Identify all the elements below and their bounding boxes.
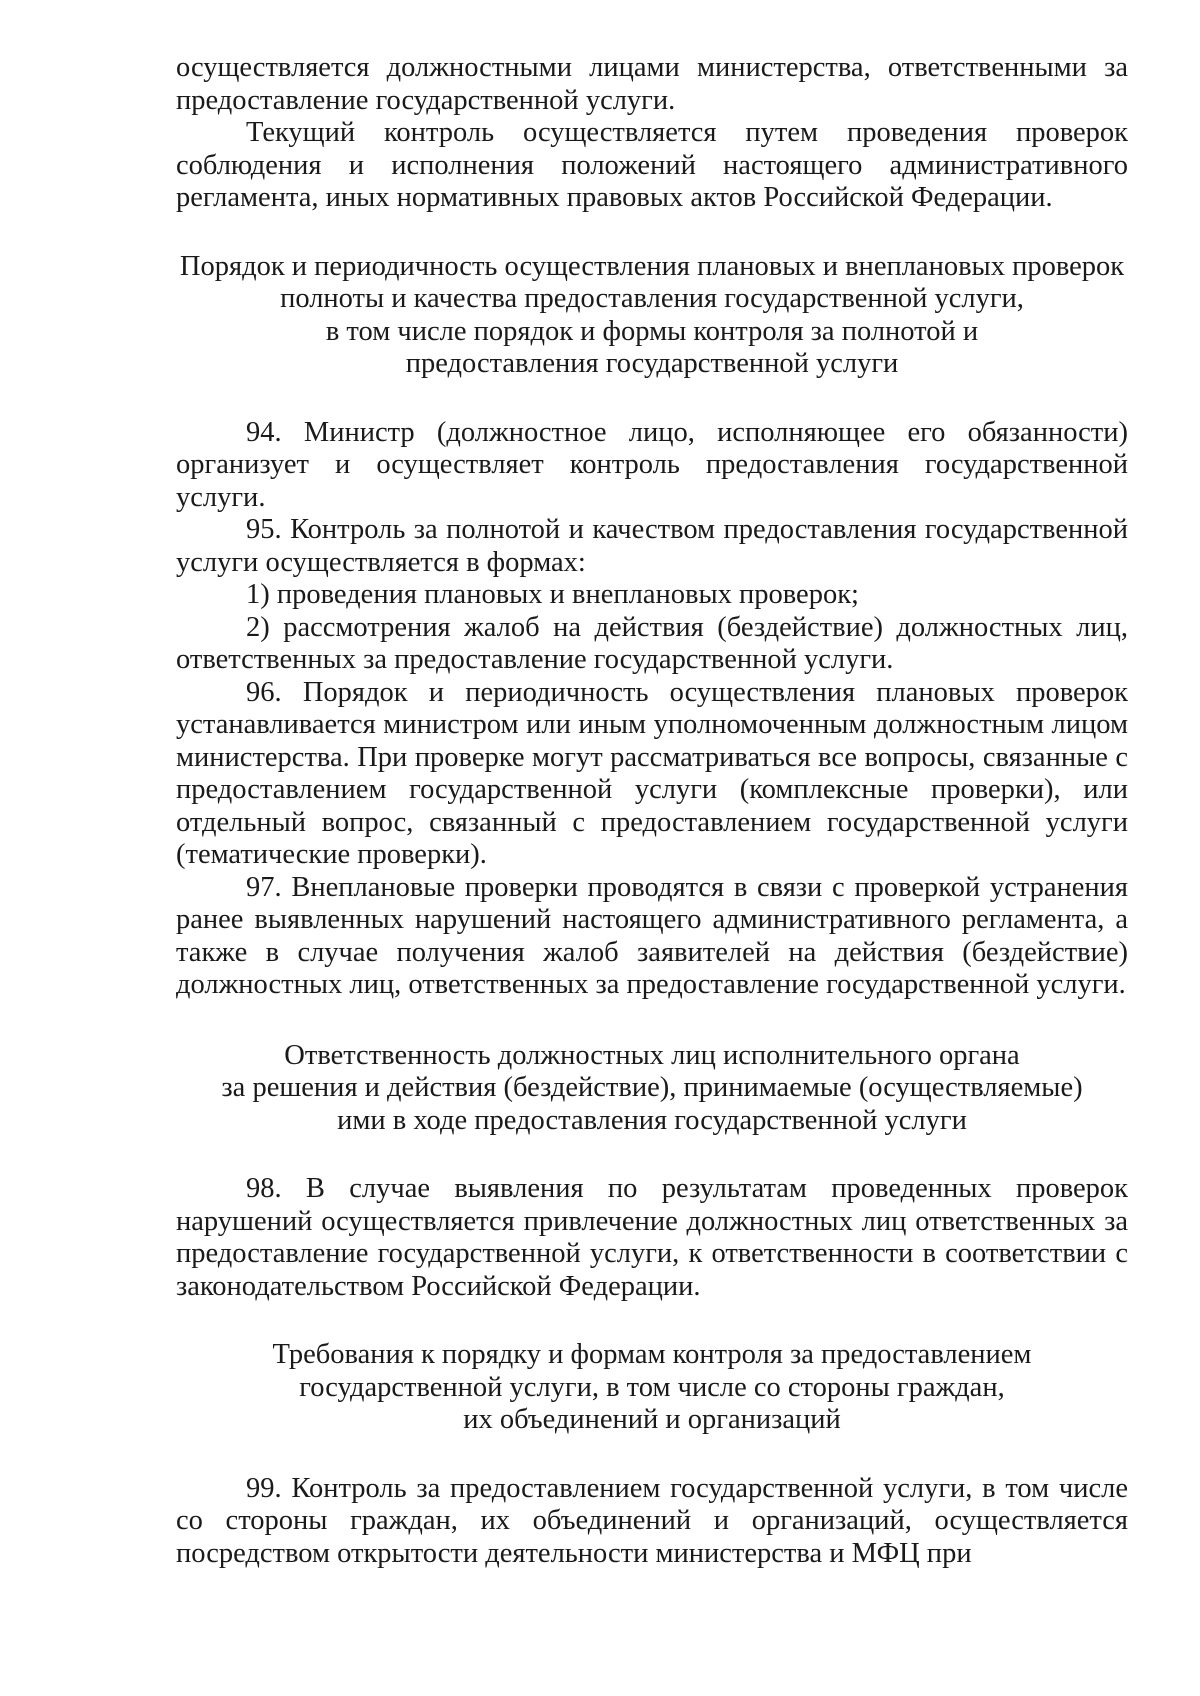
heading-line: ими в ходе предоставления государственной услуги <box>337 1104 967 1136</box>
section-heading-responsibility <box>176 1040 1128 1138</box>
section-heading-inspections <box>176 251 1128 381</box>
paragraph-98: 98. В случае выявления по результатам проведенных проверок нарушений осуществляется привлечение должностных лиц ответственных за предоставление государственной услуги, к ответственности в соответствии с законодательством Российской Федерации. <box>176 1173 1128 1302</box>
paragraph-99: 99. Контроль за предоставлением государственной услуги, в том числе со стороны граждан, их объединений и организаций, осуществляется посредством открытости деятельности министерства и МФЦ при <box>176 1472 1128 1569</box>
heading-line: в том числе порядок и формы контроля за полнотой и <box>325 315 979 347</box>
spacer <box>176 381 1128 417</box>
section-heading-control-requirements <box>176 1339 1128 1437</box>
heading-line: предоставления государственной услуги <box>405 348 899 379</box>
heading-line: полноты и качества предоставления государственной услуги, <box>280 283 1024 314</box>
heading-line: их объединений и организаций <box>463 1404 841 1435</box>
paragraph-95-item-1: 1) проведения плановых и внеплановых проверок; <box>246 579 859 610</box>
spacer <box>176 1303 1128 1339</box>
heading-line: Ответственность должностных лиц исполнительного органа <box>284 1039 1020 1071</box>
heading-line: за решения и действия (бездействие), принимаемые (осуществляемые) <box>221 1072 1083 1103</box>
paragraph-94: 94. Министр (должностное лицо, исполняющее его обязанности) организует и осуществляет контроль предоставления государственной услуги. <box>176 416 1128 513</box>
spacer <box>176 215 1128 251</box>
paragraph-continuation: осуществляется должностными лицами министерства, ответственными за предоставление государственной услуги. <box>176 52 1128 116</box>
heading-line: государственной услуги, в том числе со стороны граждан, <box>299 1371 1005 1403</box>
paragraph-97: 97. Внеплановые проверки проводятся в связи с проверкой устранения ранее выявленных нарушений настоящего административного регламента, а также в случае получения жалоб заявителей на действия (бездействие) должностных лиц, ответственных за предоставление государственной услуги. <box>176 871 1128 1000</box>
paragraph-95-item-2: 2) рассмотрения жалоб на действия (бездействие) должностных лиц, ответственных за предоставление государственной услуги. <box>176 611 1128 675</box>
spacer <box>176 1137 1128 1173</box>
paragraph-current-control: Текущий контроль осуществляется путем проведения проверок соблюдения и исполнения положений настоящего административного регламента, иных нормативных правовых актов Российской Федерации. <box>176 117 1128 213</box>
spacer <box>176 1437 1128 1473</box>
paragraph-95: 95. Контроль за полнотой и качеством предоставления государственной услуги осуществляется в формах: <box>176 514 1128 578</box>
paragraph-96: 96. Порядок и периодичность осуществления плановых проверок устанавливается министром или иным уполномоченным должностным лицом министерства. При проверке могут рассматриваться все вопросы, связанные с предоставлением государственной услуги (комплексные проверки), или отдельный вопрос, связанный с предоставлением государственной услуги (тематические проверки). <box>176 676 1128 870</box>
document-page <box>176 52 1128 1570</box>
heading-line: Требования к порядку и формам контроля за предоставлением <box>272 1339 1032 1370</box>
spacer <box>176 1002 1128 1040</box>
heading-line: Порядок и периодичность осуществления плановых и внеплановых проверок <box>179 250 1125 282</box>
